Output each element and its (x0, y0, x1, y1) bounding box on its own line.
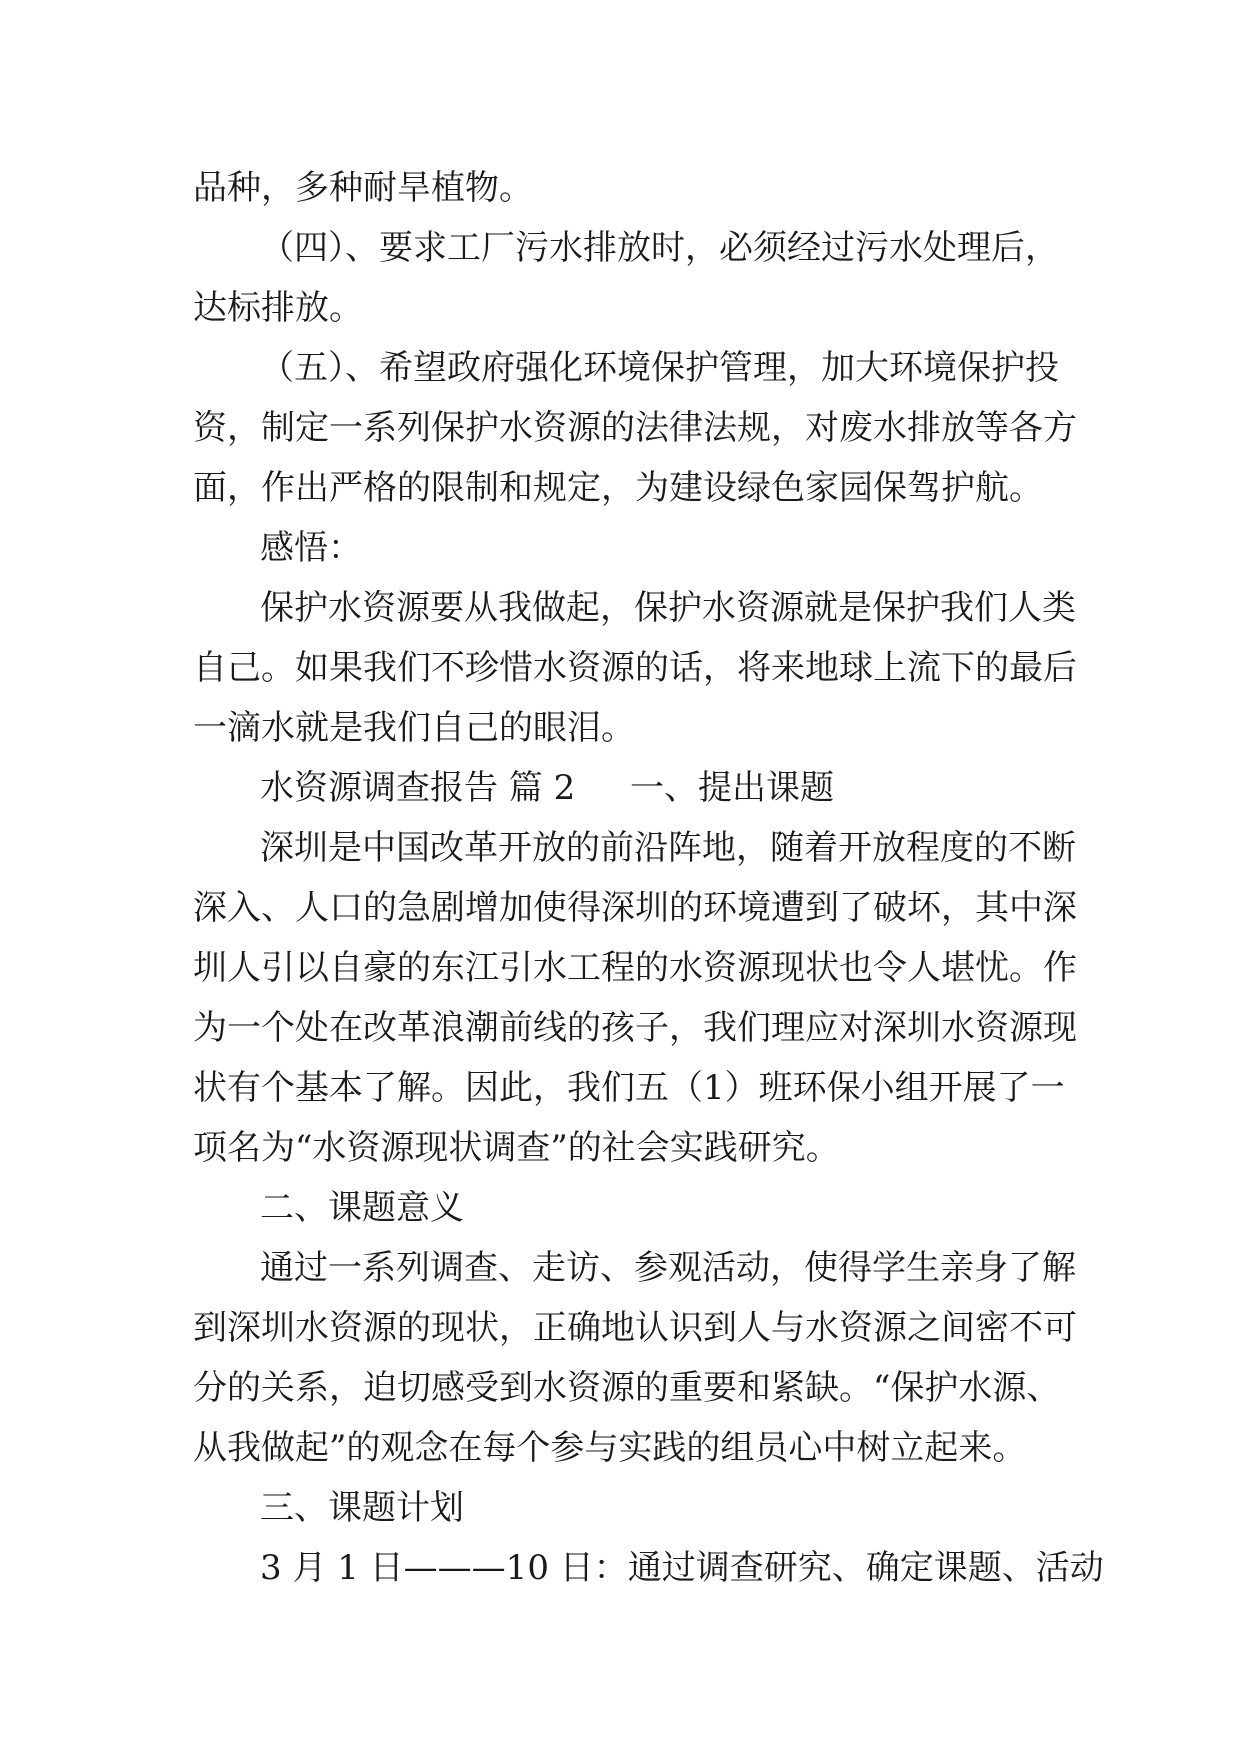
text-line (0, 938, 1241, 998)
line-text: 圳人引以自豪的东江引水工程的水资源现状也令人堪忧。作 (193, 948, 1077, 988)
text-line (0, 1358, 1241, 1418)
text-line (0, 518, 1241, 578)
line-text: 通过一系列调查、走访、参观活动，使得学生亲身了解 (260, 1248, 1076, 1288)
text-line (0, 1538, 1241, 1598)
text-line (0, 398, 1241, 458)
line-text: 项名为“水资源现状调查”的社会实践研究。 (193, 1128, 840, 1168)
text-line (0, 758, 1241, 818)
text-line (0, 1238, 1241, 1298)
text-line (0, 338, 1241, 398)
line-text: 从我做起”的观念在每个参与实践的组员心中树立起来。 (193, 1428, 1027, 1468)
text-line (0, 1178, 1241, 1238)
text-line (0, 158, 1241, 218)
line-text: 深圳是中国改革开放的前沿阵地，随着开放程度的不断 (260, 828, 1076, 868)
text-line (0, 218, 1241, 278)
text-line (0, 1058, 1241, 1118)
line-text: 品种，多种耐旱植物。 (193, 168, 533, 208)
text-line (0, 878, 1241, 938)
section-heading: 一、提出课题 (630, 768, 834, 808)
text-line (0, 1298, 1241, 1358)
line-text: 保护水资源要从我做起，保护水资源就是保护我们人类 (260, 588, 1076, 628)
text-line (0, 1418, 1241, 1478)
text-line (0, 278, 1241, 338)
text-line (0, 1118, 1241, 1178)
line-text: 为一个处在改革浪潮前线的孩子，我们理应对深圳水资源现 (193, 1008, 1077, 1048)
section-heading: 三、课题计划 (260, 1488, 464, 1528)
text-line (0, 1478, 1241, 1538)
line-text: 自己。如果我们不珍惜水资源的话，将来地球上流下的最后 (193, 648, 1077, 688)
line-text: 到深圳水资源的现状，正确地认识到人与水资源之间密不可 (193, 1308, 1077, 1348)
line-text: 资，制定一系列保护水资源的法律法规，对废水排放等各方 (193, 408, 1077, 448)
line-text: 面，作出严格的限制和规定，为建设绿色家园保驾护航。 (193, 468, 1043, 508)
text-line (0, 698, 1241, 758)
line-text: 一滴水就是我们自己的眼泪。 (193, 708, 635, 748)
line-text: 状有个基本了解。因此，我们五（1）班环保小组开展了一 (193, 1068, 1065, 1108)
line-text: 感悟： (260, 528, 362, 568)
line-text: （四）、要求工厂污水排放时，必须经过污水处理后， (260, 228, 1059, 268)
line-text: （五）、希望政府强化环境保护管理，加大环境保护投 (260, 348, 1059, 388)
text-line (0, 818, 1241, 878)
section-heading: 水资源调查报告 篇 2 (260, 768, 576, 808)
section-heading: 二、课题意义 (260, 1188, 464, 1228)
line-text: 分的关系，迫切感受到水资源的重要和紧缺。“保护水源、 (193, 1368, 1061, 1408)
text-line (0, 998, 1241, 1058)
text-line (0, 458, 1241, 518)
text-line (0, 578, 1241, 638)
line-text: 3 月 1 日———10 日：通过调查研究、确定课题、活动 (260, 1548, 1104, 1588)
line-text: 达标排放。 (193, 288, 363, 328)
text-line (0, 638, 1241, 698)
line-text: 深入、人口的急剧增加使得深圳的环境遭到了破坏，其中深 (193, 888, 1077, 928)
